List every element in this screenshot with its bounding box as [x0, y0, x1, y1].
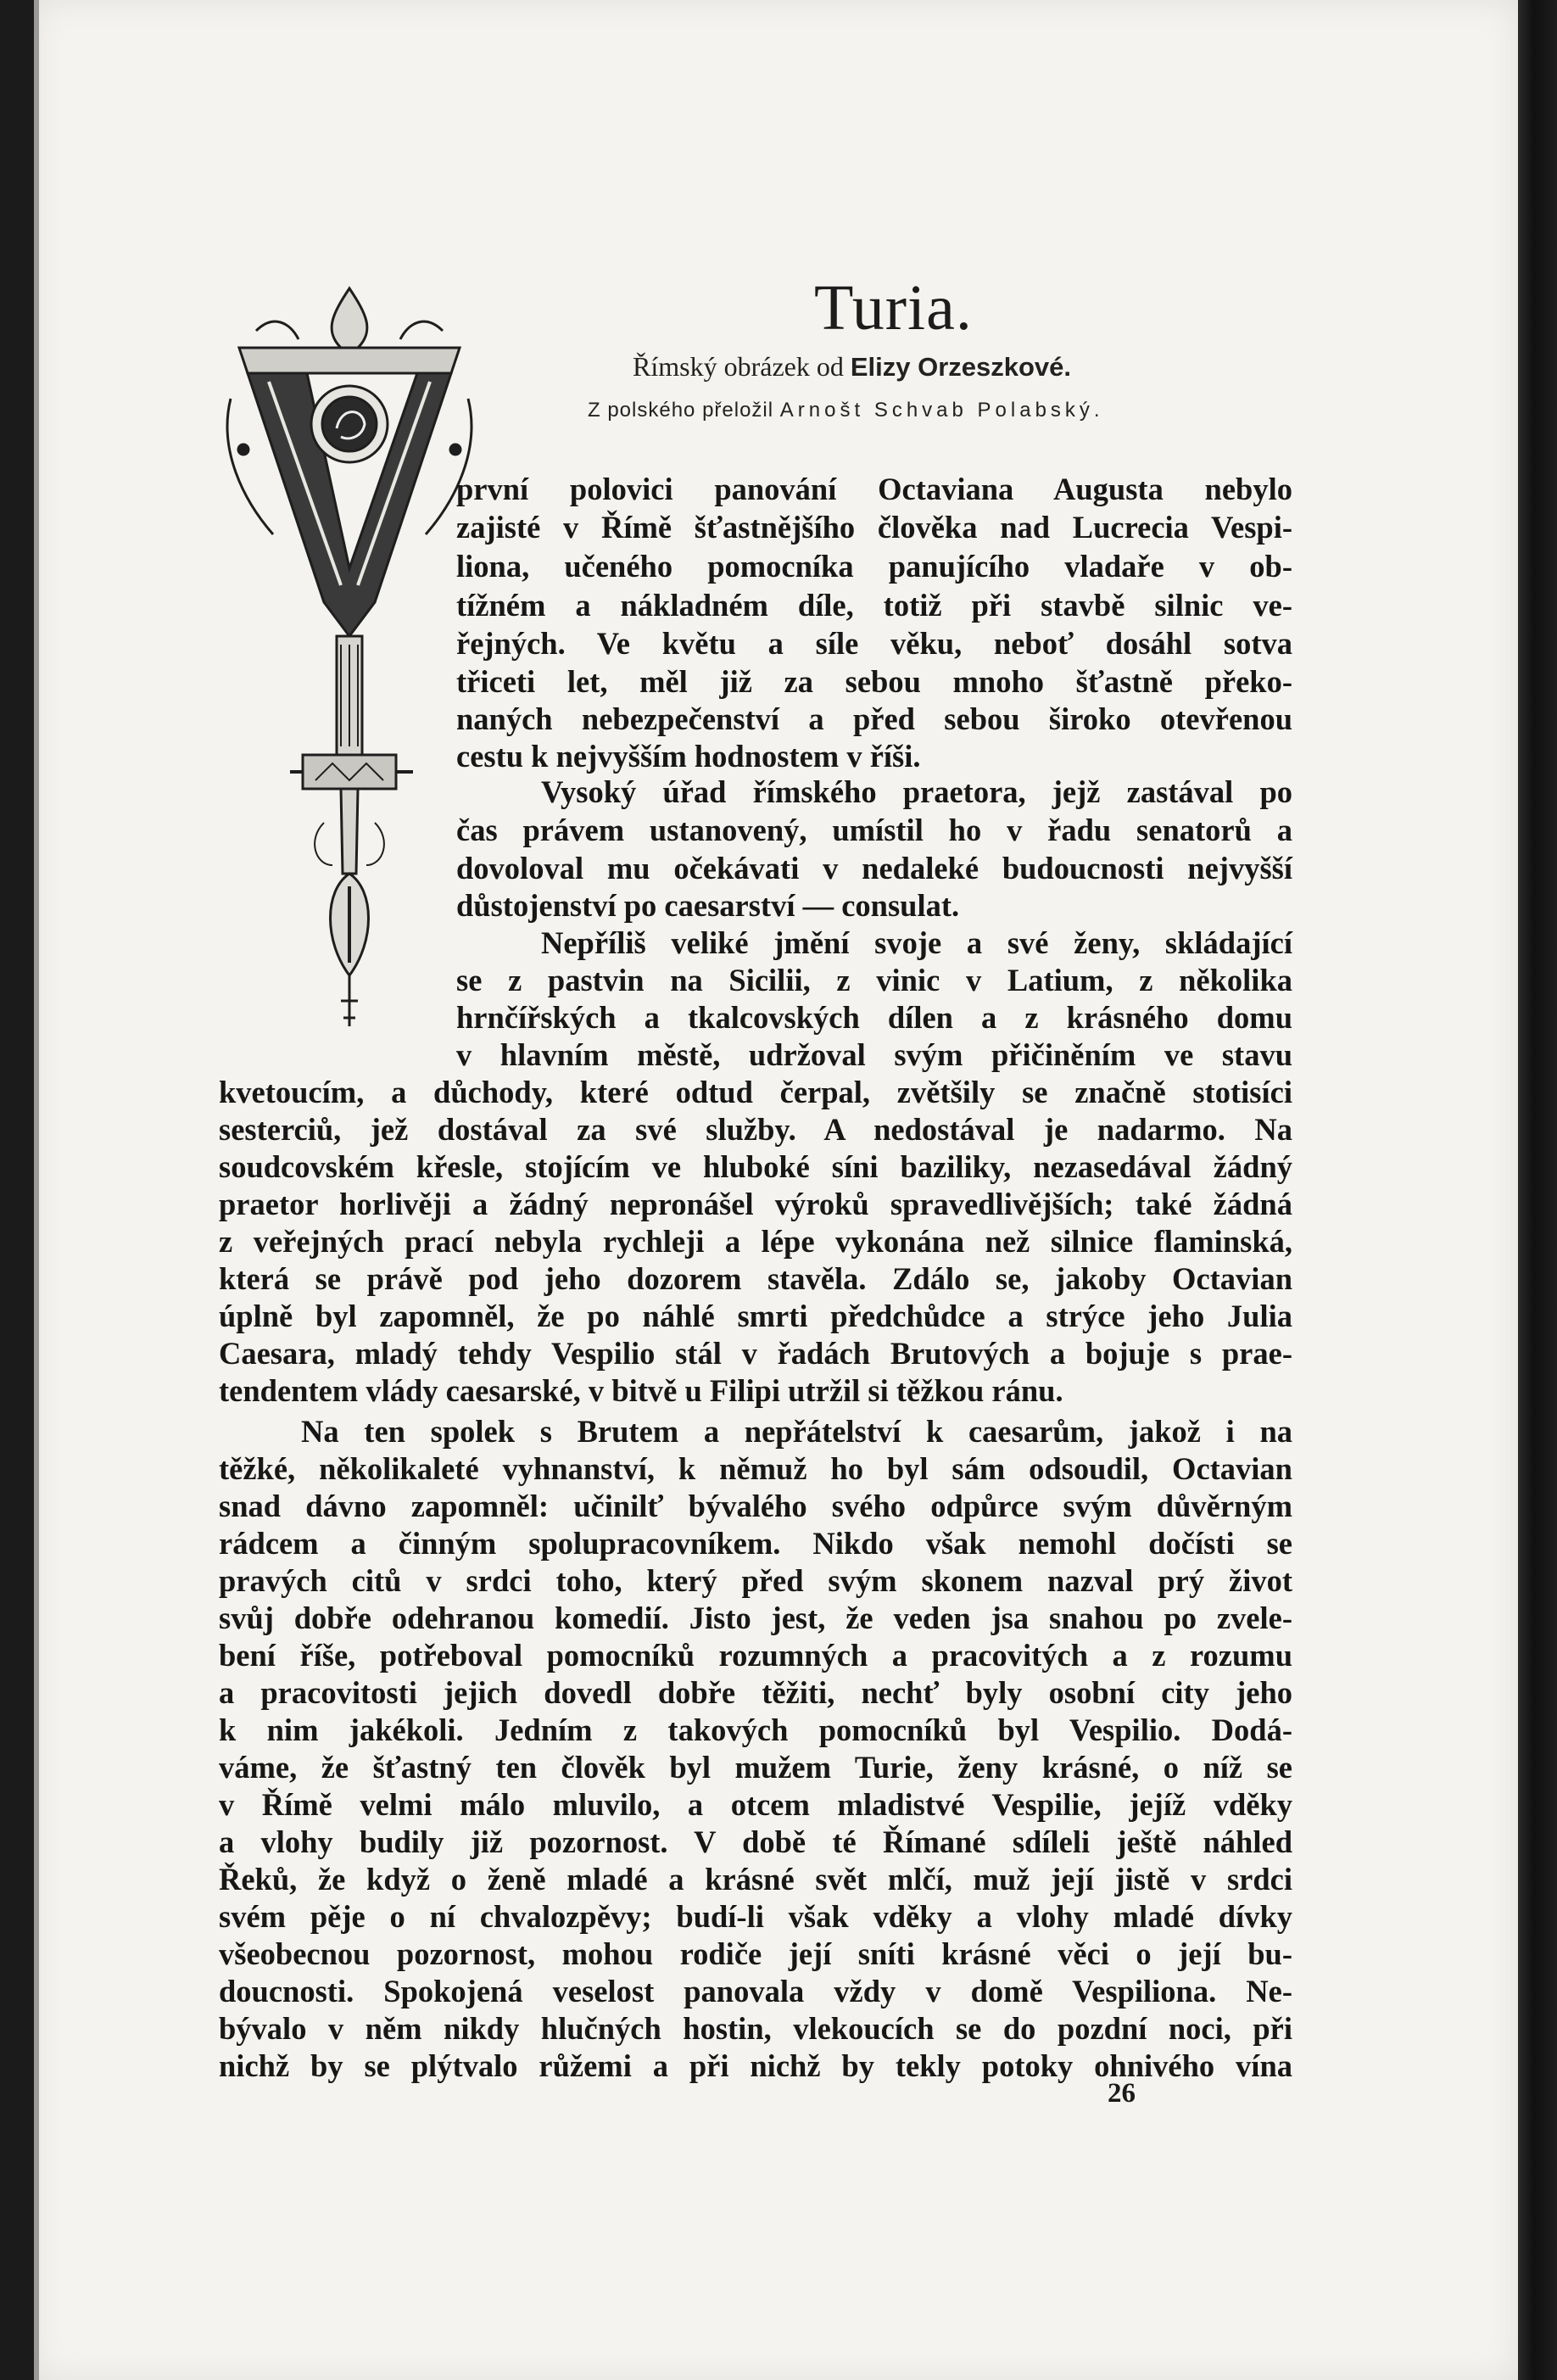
- subtitle-author: Elizy Orzeszkové.: [850, 352, 1072, 382]
- text-line: rádcem a činným spolupracovníkem. Nikdo však nemohl dočísti se: [219, 1526, 1292, 1561]
- text-line: pravých citů v srdci toho, který před svým skonem nazval prý život: [219, 1563, 1292, 1598]
- text-line: Řeků, že když o ženě mladé a krásné svět mlčí, muž její jistě v srdci: [219, 1862, 1292, 1897]
- text-line: sesterciů, jež dostával za své služby. A nedostával je nadarmo. Na: [219, 1112, 1292, 1147]
- text-line: první polovici panování Octaviana Augusta nebylo: [456, 472, 1292, 506]
- text-line: svém pěje o ní chvalozpěvy; budí-li však vděky a vlohy mladé dívky: [219, 1899, 1292, 1934]
- text-line: tížném a nákladném díle, totiž při stavbě silnic ve-: [456, 588, 1292, 623]
- text-line: váme, že šťastný ten člověk byl mužem Turie, ženy krásné, o níž se: [219, 1750, 1292, 1785]
- text-line: soudcovském křesle, stojícím ve hluboké síni baziliky, nezasedával žádný: [219, 1149, 1292, 1184]
- text-line: a pracovitosti jejich dovedl dobře těžiti, nechť byly osobní city jeho: [219, 1675, 1292, 1710]
- text-line: zajisté v Římě šťastnějšího člověka nad Lucrecia Vespi-: [456, 510, 1292, 545]
- article-title: Turia.: [814, 272, 973, 344]
- text-line: která se právě pod jeho dozorem stavěla. Zdálo se, jakoby Octavian: [219, 1261, 1292, 1296]
- text-line: tendentem vlády caesarské, v bitvě u Filipi utržil si těžkou ránu.: [219, 1373, 1063, 1408]
- text-line: Vysoký úřad římského praetora, jejž zastával po: [541, 774, 1292, 809]
- text-line: hrnčířských a tkalcovských dílen a z krásného domu: [456, 1000, 1292, 1035]
- text-line: Na ten spolek s Brutem a nepřátelství k caesarům, jakož i na: [301, 1414, 1292, 1449]
- text-line: cestu k nejvyšším hodnostem v říši.: [456, 739, 921, 774]
- translator-name: Arnošt Schvab Polabský.: [779, 399, 1104, 422]
- text-line: nichž by se plýtvalo růžemi a při nichž by tekly potoky ohnivého vína: [219, 2048, 1292, 2083]
- text-line: v Římě velmi málo mluvilo, a otcem mladistvé Vespilie, jejíž vděky: [219, 1787, 1292, 1822]
- text-line: třiceti let, měl již za sebou mnoho šťastně překo-: [456, 664, 1292, 699]
- page-spine-edge: [34, 0, 39, 2380]
- page-right-border: [1518, 0, 1557, 2380]
- text-line: řejných. Ve květu a síle věku, neboť dosáhl sotva: [456, 626, 1292, 661]
- text-line: bení říše, potřeboval pomocníků rozumných a pracovitých a z rozumu: [219, 1638, 1292, 1673]
- page-number: 26: [1108, 2078, 1136, 2109]
- ornamental-initial-v-icon: [222, 280, 477, 1052]
- text-line: liona, učeného pomocníka panujícího vladaře v ob-: [456, 549, 1292, 584]
- text-line: Nepříliš veliké jmění svoje a své ženy, skládající: [541, 925, 1292, 960]
- text-line: snad dávno zapomněl: učinilť bývalého svého odpůrce svým důvěrným: [219, 1489, 1292, 1523]
- text-line: všeobecnou pozornost, mohou rodiče její sníti krásné věci o její bu-: [219, 1936, 1292, 1971]
- text-line: k nim jakékoli. Jedním z takových pomocníků byl Vespilio. Dodá-: [219, 1712, 1292, 1747]
- text-line: a vlohy budily již pozornost. V době té Římané sdíleli ještě náhled: [219, 1824, 1292, 1859]
- text-line: dovoloval mu očekávati v nedaleké budoucnosti nejvyšší: [456, 851, 1292, 886]
- text-line: důstojenství po caesarství — consulat.: [456, 888, 960, 923]
- translator-credit: [588, 399, 1104, 422]
- text-line: se z pastvin na Sicilii, z vinic v Latium, z několika: [456, 963, 1292, 997]
- subtitle-prefix: Římský obrázek od: [633, 351, 844, 382]
- text-line: z veřejných prací nebyla rychleji a lépe vykonána než silnice flaminská,: [219, 1224, 1292, 1259]
- text-line: doucnosti. Spokojená veselost panovala vždy v domě Vespiliona. Ne-: [219, 1974, 1292, 2008]
- text-line: v hlavním městě, udržoval svým přičiněním ve stavu: [456, 1037, 1292, 1072]
- article-subtitle: [633, 351, 1071, 383]
- text-line: Caesara, mladý tehdy Vespilio stál v řadách Brutových a bojuje s prae-: [219, 1336, 1292, 1371]
- text-line: čas právem ustanovený, umístil ho v řadu senatorů a: [456, 813, 1292, 847]
- text-line: bývalo v něm nikdy hlučných hostin, vlekoucích se do pozdní noci, při: [219, 2011, 1292, 2046]
- translator-prefix: Z polského přeložil: [588, 399, 774, 422]
- text-line: těžké, několikaleté vyhnanství, k němuž ho byl sám odsoudil, Octavian: [219, 1451, 1292, 1486]
- text-line: praetor horlivěji a žádný nepronášel výroků spravedlivějších; také žádná: [219, 1187, 1292, 1221]
- text-line: úplně byl zapomněl, že po náhlé smrti předchůdce a strýce jeho Julia: [219, 1299, 1292, 1333]
- text-line: kvetoucím, a důchody, které odtud čerpal, zvětšily se značně stotisíci: [219, 1075, 1292, 1109]
- text-line: naných nebezpečenství a před sebou široko otevřenou: [456, 701, 1292, 736]
- text-line: svůj dobře odehranou komedií. Jisto jest, že veden jsa snahou po zvele-: [219, 1601, 1292, 1635]
